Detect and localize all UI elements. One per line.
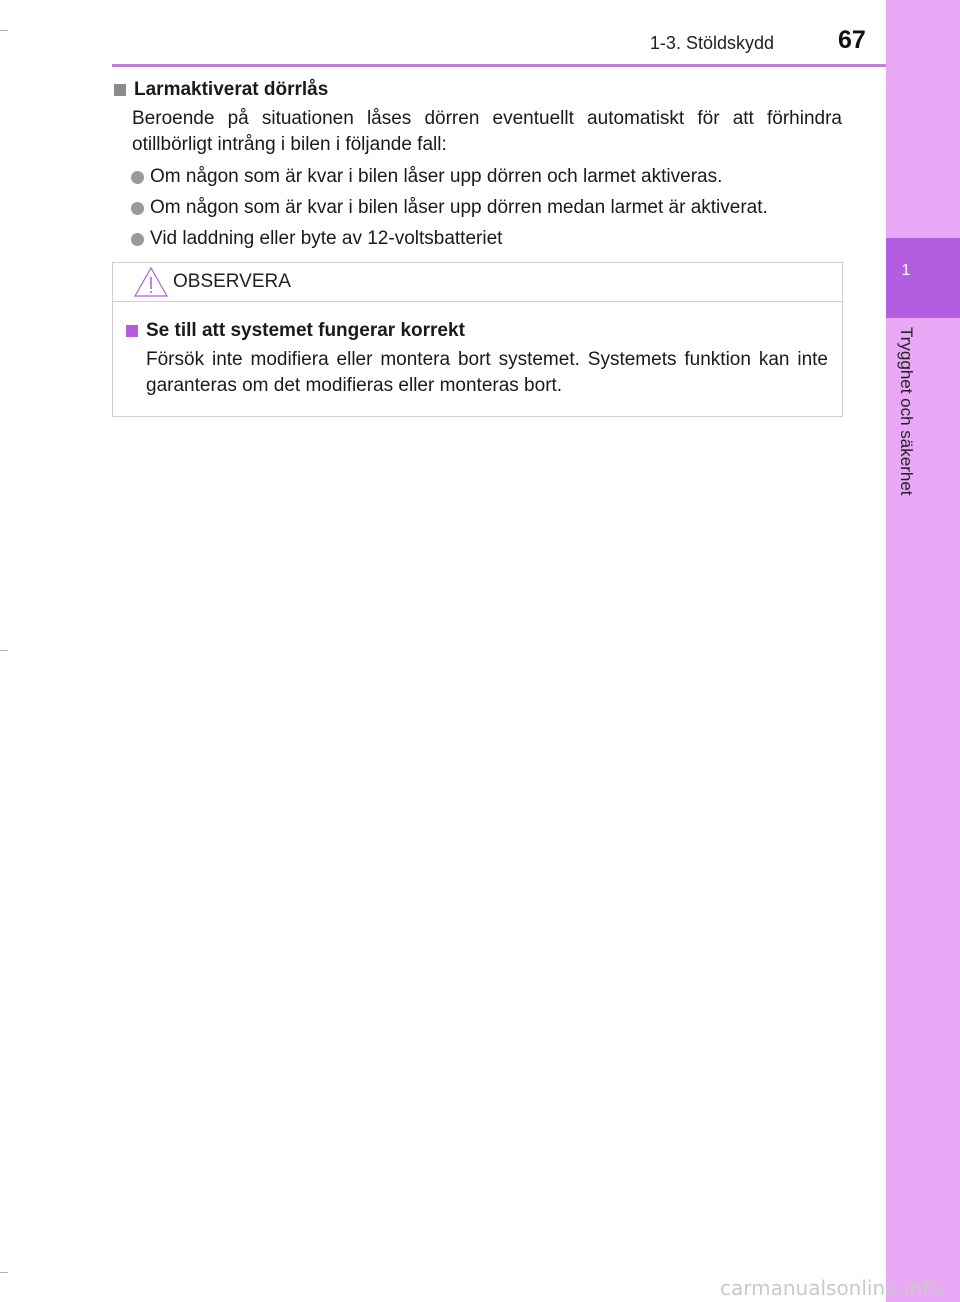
notice-header [113, 263, 842, 302]
chapter-label: Trygghet och säkerhet [897, 327, 916, 496]
crop-mark [0, 650, 8, 651]
square-bullet-icon [126, 325, 138, 337]
round-bullet-icon [131, 202, 144, 215]
list-item [131, 196, 842, 220]
notice-heading-text: Se till att systemet fungerar korrekt [146, 320, 465, 341]
notice-title: OBSERVERA [173, 271, 291, 292]
section-heading [112, 77, 842, 103]
square-bullet-icon [114, 84, 126, 96]
list-item-text: Om någon som är kvar i bilen låser upp dörren medan larmet är aktiverat. [150, 197, 768, 218]
warning-triangle-icon [133, 265, 169, 299]
chapter-side-tab [886, 0, 960, 1302]
section-title: 1-3. Stöldskydd [649, 33, 774, 53]
notice-text: Försök inte modifiera eller montera bort systemet. Systemets funktion kan inte garanteras om det modifieras eller monteras bort. [146, 349, 828, 396]
notice-heading [124, 318, 828, 344]
notice-box [112, 262, 843, 417]
crop-mark [0, 1272, 8, 1273]
header-rule [112, 64, 886, 67]
page-number: 67 [838, 26, 866, 54]
list-item [131, 227, 842, 251]
list-item-text: Om någon som är kvar i bilen låser upp dörren och larmet aktiveras. [150, 166, 723, 187]
main-content [112, 77, 842, 251]
list-item [131, 165, 842, 189]
section-intro: Beroende på situationen låses dörren eventuellt automatiskt för att förhindra otillbörligt intrång i bilen i följande fall: [132, 108, 842, 155]
round-bullet-icon [131, 233, 144, 246]
notice-body [113, 302, 842, 399]
chapter-number: 1 [901, 262, 911, 279]
crop-mark [0, 30, 8, 31]
watermark: carmanualsonline.info [720, 1276, 942, 1300]
list-item-text: Vid laddning eller byte av 12-voltsbatteriet [150, 228, 503, 249]
round-bullet-icon [131, 171, 144, 184]
section-heading-text: Larmaktiverat dörrlås [134, 79, 329, 100]
